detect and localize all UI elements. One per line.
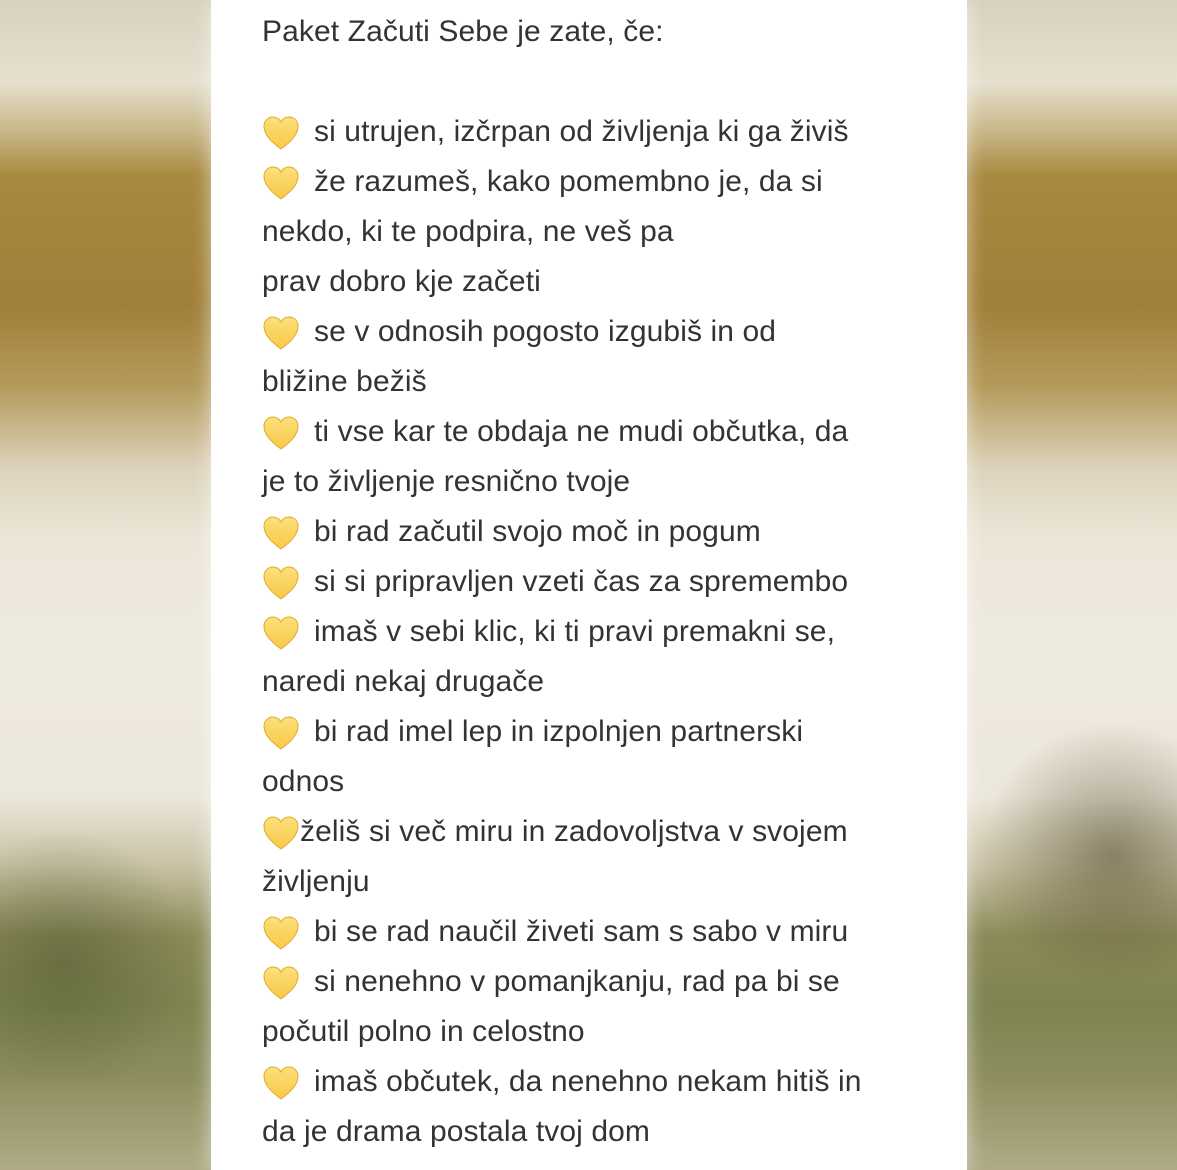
yellow-heart-icon xyxy=(262,407,300,457)
list-item xyxy=(262,807,952,857)
yellow-heart-icon xyxy=(262,507,300,557)
list-item-continuation xyxy=(262,457,952,507)
list-item-text: življenju xyxy=(262,865,370,898)
list-item xyxy=(262,307,952,357)
list-item-continuation xyxy=(262,1107,952,1157)
list-item-text: bi rad imel lep in izpolnjen partnerski xyxy=(314,715,804,748)
list-item-text: da je drama postala tvoj dom xyxy=(262,1115,651,1148)
list-item xyxy=(262,607,952,657)
list-item-text: se v odnosih pogosto izgubiš in od xyxy=(314,315,777,348)
yellow-heart-icon xyxy=(262,107,300,157)
document-heading: Paket Začuti Sebe je zate, če: xyxy=(262,15,664,48)
list-item xyxy=(262,557,952,607)
yellow-heart-icon xyxy=(262,557,300,607)
yellow-heart-icon xyxy=(262,707,300,757)
list-item-text: naredi nekaj drugače xyxy=(262,665,545,698)
list-item-text: počutil polno in celostno xyxy=(262,1015,585,1048)
background-blur-right xyxy=(966,720,1177,1020)
list-item xyxy=(262,957,952,1007)
document-body xyxy=(262,7,952,1157)
yellow-heart-icon xyxy=(262,607,300,657)
yellow-heart-icon xyxy=(262,157,300,207)
list-item-continuation xyxy=(262,757,952,807)
list-item-text: imaš v sebi klic, ki ti pravi premakni se, xyxy=(314,615,836,648)
list-item-text: si nenehno v pomanjkanju, rad pa bi se xyxy=(314,965,840,998)
list-item xyxy=(262,107,952,157)
list-item-text: prav dobro kje začeti xyxy=(262,265,541,298)
yellow-heart-icon xyxy=(262,807,300,857)
list-item-text: si si pripravljen vzeti čas za spremembo xyxy=(314,565,849,598)
list-item-text: nekdo, ki te podpira, ne veš pa xyxy=(262,215,674,248)
list-item-continuation xyxy=(262,257,952,307)
yellow-heart-icon xyxy=(262,907,300,957)
list-item xyxy=(262,907,952,957)
list-item-text: imaš občutek, da nenehno nekam hitiš in xyxy=(314,1065,862,1098)
list-item-continuation xyxy=(262,657,952,707)
list-item-text: je to življenje resnično tvoje xyxy=(262,465,631,498)
list-item-text: bi se rad naučil živeti sam s sabo v miru xyxy=(314,915,849,948)
list-item-text: bi rad začutil svojo moč in pogum xyxy=(314,515,761,548)
yellow-heart-icon xyxy=(262,957,300,1007)
background-blur-left xyxy=(0,820,211,1080)
yellow-heart-icon xyxy=(262,1057,300,1107)
list-item-continuation xyxy=(262,1007,952,1057)
list-item-text: bližine bežiš xyxy=(262,365,427,398)
list-item-text: si utrujen, izčrpan od življenja ki ga živiš xyxy=(314,115,849,148)
list-item-continuation xyxy=(262,207,952,257)
list-item-continuation xyxy=(262,357,952,407)
list-item xyxy=(262,707,952,757)
list-item xyxy=(262,407,952,457)
list-item-text: odnos xyxy=(262,765,345,798)
list-item-text: želiš si več miru in zadovoljstva v svojem xyxy=(300,815,848,848)
yellow-heart-icon xyxy=(262,307,300,357)
blank-line xyxy=(262,57,952,107)
list-item xyxy=(262,157,952,207)
list-item-continuation xyxy=(262,857,952,907)
list-item-text: ti vse kar te obdaja ne mudi občutka, da xyxy=(314,415,849,448)
list-item xyxy=(262,507,952,557)
text-panel xyxy=(211,0,967,1170)
list-item xyxy=(262,1057,952,1107)
list-item-text: že razumeš, kako pomembno je, da si xyxy=(314,165,823,198)
